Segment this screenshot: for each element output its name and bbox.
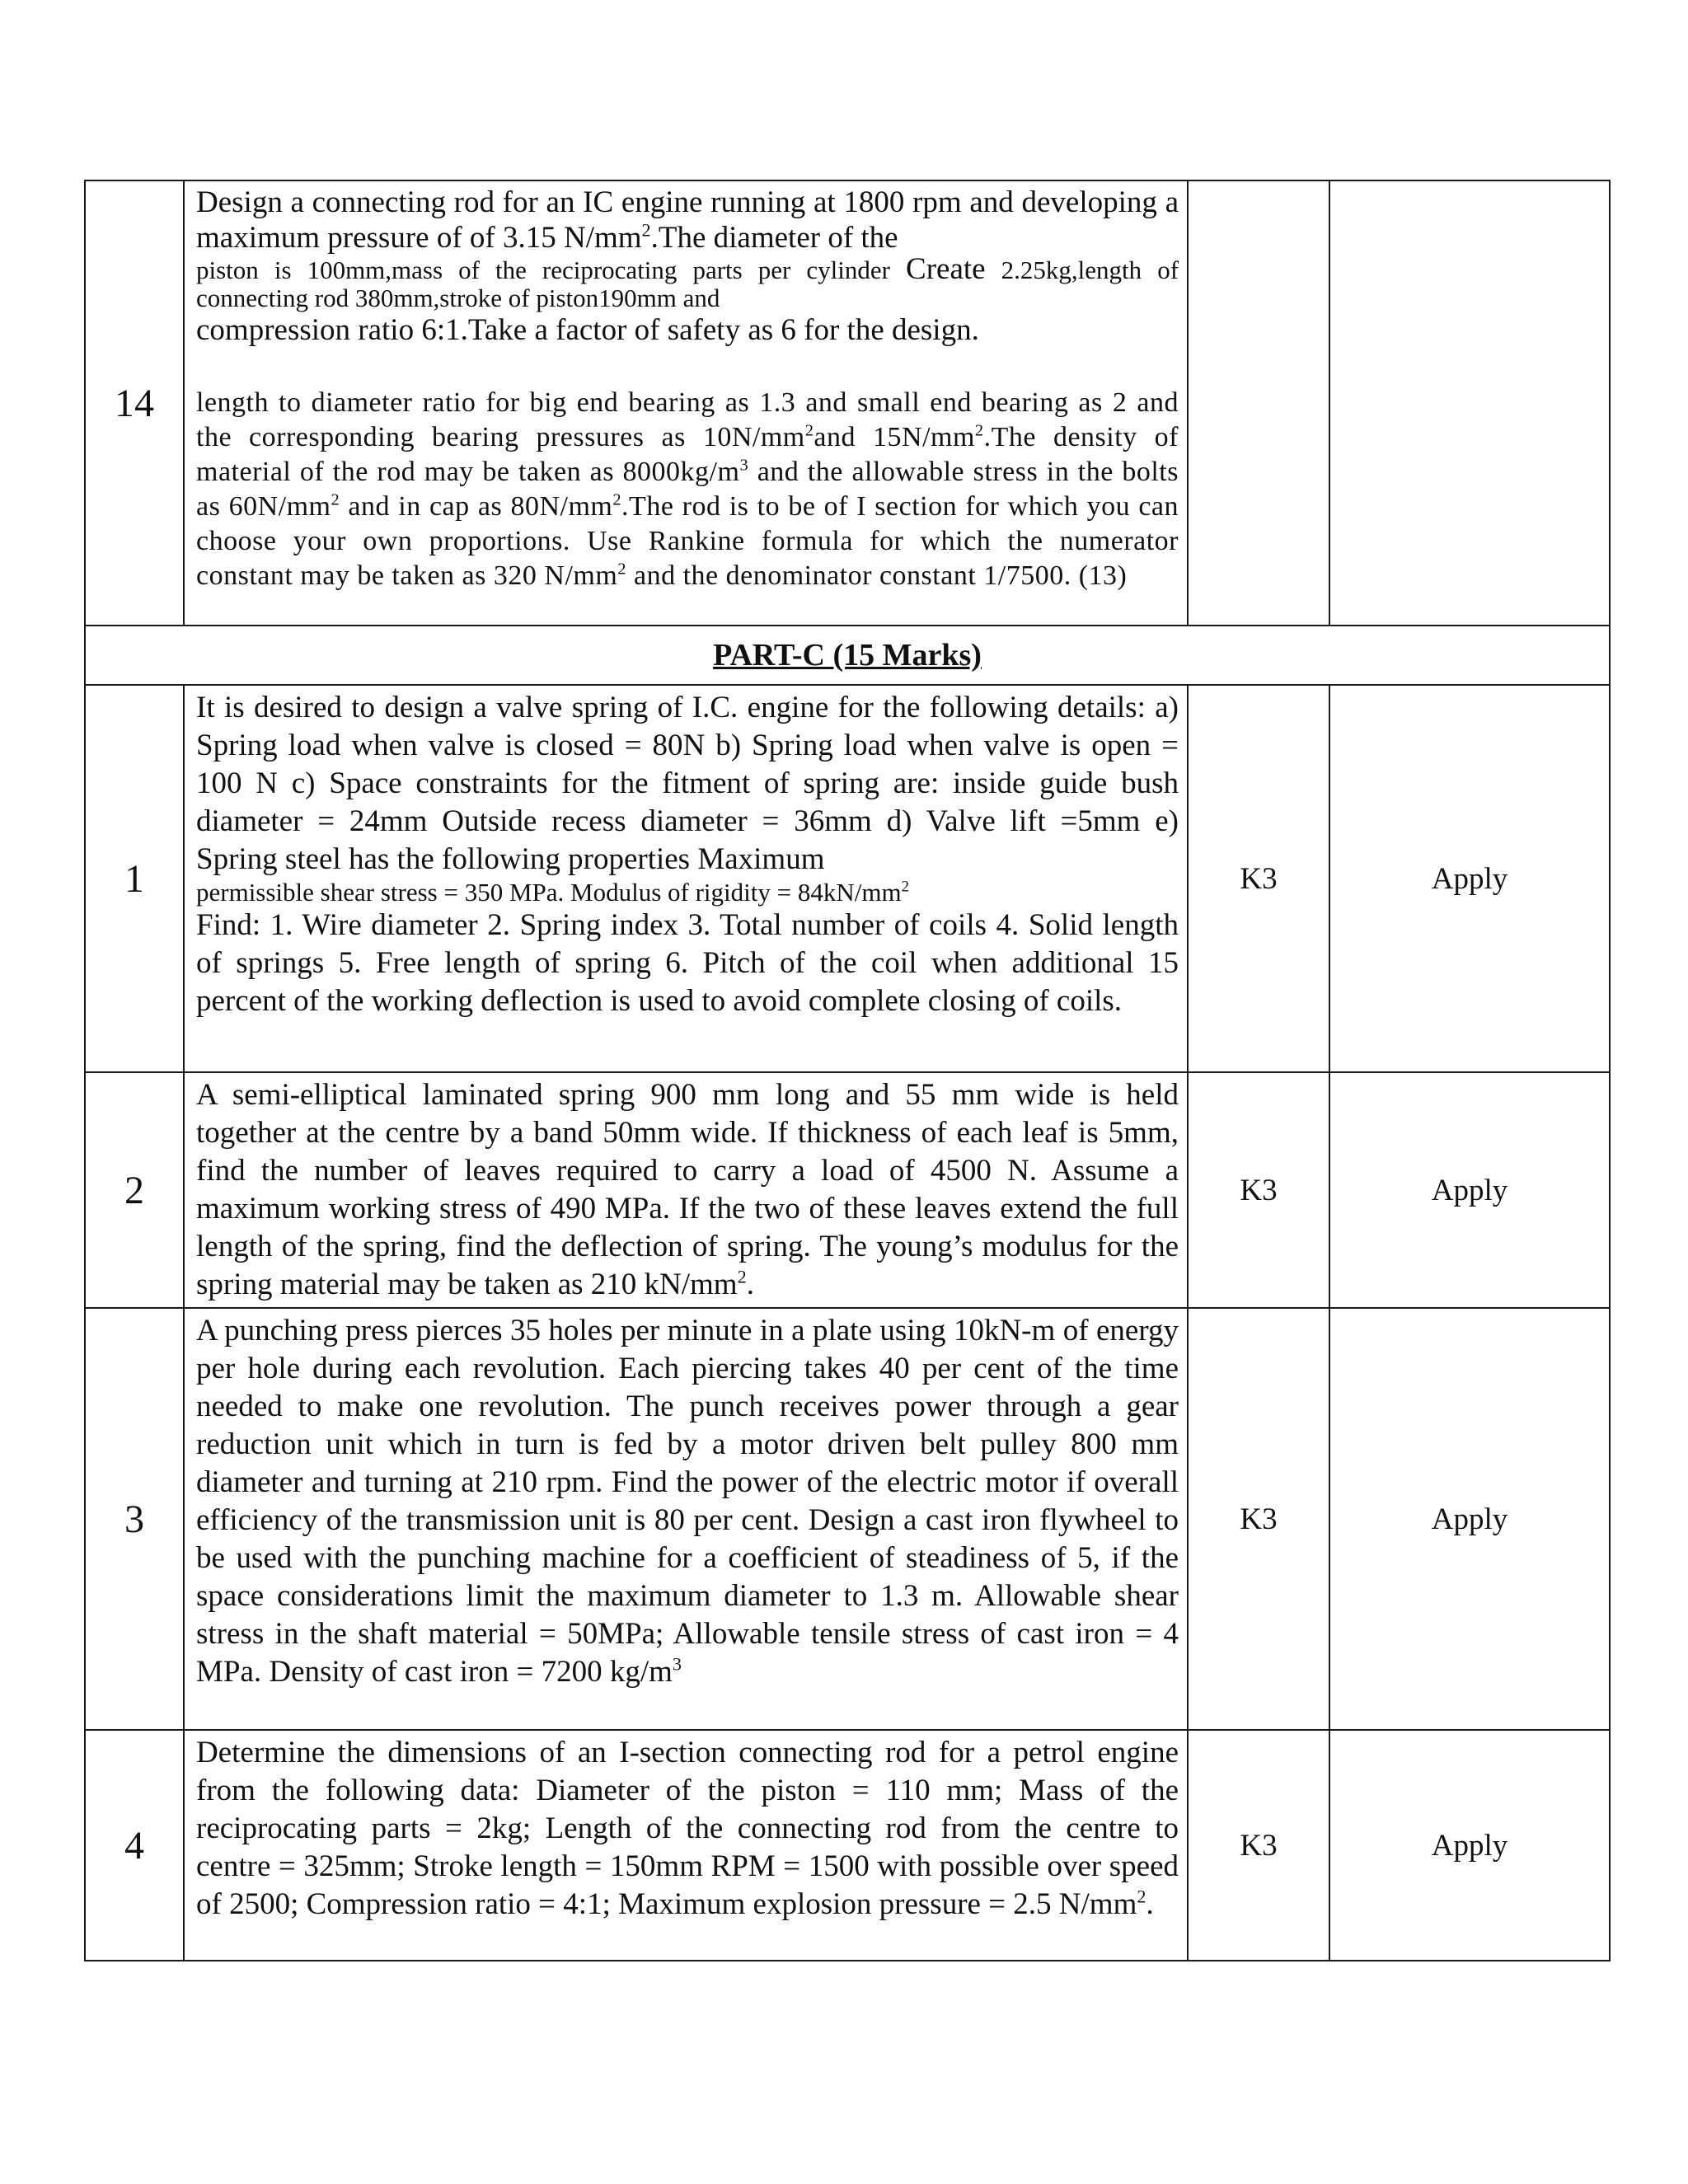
bloom-level: Apply: [1329, 1308, 1610, 1730]
text-span: 2.25kg,length of connecting rod 380mm,stroke of piston190mm and: [196, 255, 1179, 312]
bloom-level: Apply: [1329, 1072, 1610, 1308]
text-span: .The density of material of the rod may be taken as 8000kg/m: [196, 422, 1179, 487]
k-level: K3: [1188, 1308, 1329, 1730]
question-text: [184, 685, 1188, 1072]
question-number: 14: [85, 180, 184, 626]
question-number: 2: [85, 1072, 184, 1308]
text-span: length to diameter ratio for big end bearing as 1.3 and small end bearing as 2 and the corresponding bearing pressures as 10N/mm: [196, 387, 1179, 452]
superscript: 2: [974, 421, 984, 440]
question-14-para-1: [196, 185, 1179, 255]
part-c-row: [85, 626, 1610, 685]
text-span: It is desired to design a valve spring of I.C. engine for the following details: a) Spring load when valve is closed = 80N b) Spring load when valve is open = 100 N c) Space constraints for the fitment of spring are: inside guide bush diameter = 24mm Outside recess diameter = 36mm d) Valve lift =5mm e) Spring steel has the following properties Maximum: [196, 691, 1179, 876]
text-span: A semi-elliptical laminated spring 900 mm long and 55 mm wide is held together at the centre by a band 50mm wide. If thickness of each leaf is 5mm, find the number of leaves required to carry a load of 4500 N. Assume a maximum working stress of 490 MPa. If the two of these leaves extend the full length of the spring, find the deflection of spring. The young’s modulus for the spring material may be taken as 210 kN/mm: [196, 1078, 1179, 1301]
k-level-cell: [1188, 180, 1329, 626]
superscript: 3: [739, 456, 749, 475]
text-span: and the allowable stress in the bolts as 60N/mm: [196, 457, 1179, 522]
text-span: compression ratio 6:1.Take a factor of safety as 6 for the design.: [196, 313, 979, 347]
superscript: 2: [1137, 1886, 1146, 1907]
text-span: .The diameter of the: [650, 221, 898, 255]
superscript: 2: [737, 1266, 747, 1287]
spacer: [196, 348, 1179, 386]
superscript: 2: [901, 878, 909, 896]
text-span: Find: 1. Wire diameter 2. Spring index 3. Total number of coils 4. Solid length of springs 5. Free length of spring 6. Pitch of the coil when additional 15 percent of the working deflection is used to avoid complete closing of coils.: [196, 908, 1179, 1018]
text-span: Design a connecting rod for an IC engine running at 1800 rpm and developing a maximum pressure of of 3.15 N/mm: [196, 185, 1179, 255]
bloom-level: Apply: [1329, 685, 1610, 1072]
superscript: 2: [617, 560, 626, 579]
superscript: 3: [672, 1653, 682, 1675]
k-level: K3: [1188, 1072, 1329, 1308]
question-14-para-1-end: [196, 312, 1179, 348]
text-span: and 15N/mm: [814, 422, 975, 452]
question-table: [84, 180, 1611, 1961]
text-span: and the denominator constant 1/7500. (13): [626, 560, 1128, 591]
superscript: 2: [612, 490, 622, 509]
question-text: [184, 1730, 1188, 1961]
table-row: [85, 685, 1610, 1072]
question-number: 1: [85, 685, 184, 1072]
table-row: [85, 1730, 1610, 1961]
part-c-title: PART-C (15 Marks): [713, 638, 982, 673]
text-span: .The rod is to be of I section for which you can choose your own proportions. Use Rankine formula for which the numerator constant may be taken as 320 N/mm: [196, 491, 1179, 591]
create-text: Create: [906, 252, 986, 286]
text-span: permissible shear stress = 350 MPa. Modulus of rigidity = 84kN/mm: [196, 878, 902, 907]
question-14-para-1-small: [196, 252, 1179, 312]
part-c-heading: [85, 626, 1610, 685]
question-14-para-2: [196, 386, 1179, 593]
table-row: [85, 1072, 1610, 1308]
table-row: [85, 1308, 1610, 1730]
superscript: 2: [641, 219, 651, 241]
text-span: piston is 100mm,mass of the reciprocating parts per cylinder: [196, 255, 890, 284]
k-level: K3: [1188, 685, 1329, 1072]
text-span: and in cap as 80N/mm: [340, 491, 613, 522]
text-span: A punching press pierces 35 holes per minute in a plate using 10kN-m of energy per hole during each revolution. Each piercing takes 40 per cent of the time needed to make one revolution. The punch receives power through a gear reduction unit which in turn is fed by a motor driven belt pulley 800 mm diameter and turning at 210 rpm. Find the power of the electric motor if overall efficiency of the transmission unit is 80 per cent. Design a cast iron flywheel to be used with the punching machine for a coefficient of steadiness of 5, if the space considerations limit the maximum diameter to 1.3 m. Allowable shear stress in the shaft material = 50MPa; Allowable tensile stress of cast iron = 4 MPa. Density of cast iron = 7200 kg/m: [196, 1314, 1179, 1689]
superscript: 2: [331, 490, 340, 509]
text-span: .: [1146, 1887, 1154, 1921]
question-text: [184, 180, 1188, 626]
question-14-body: [196, 185, 1179, 621]
question-number: 3: [85, 1308, 184, 1730]
text-span: .: [746, 1268, 754, 1301]
text-span: Determine the dimensions of an I-section connecting rod for a petrol engine from the following data: Diameter of the piston = 110 mm; Mass of the reciprocating parts = 2kg; Length of the connecting rod from the centre to centre = 325mm; Stroke length = 150mm RPM = 1500 with possible over speed of 2500; Compression ratio = 4:1; Maximum explosion pressure = 2.5 N/mm: [196, 1736, 1179, 1921]
question-text: [184, 1072, 1188, 1308]
question-text: [184, 1308, 1188, 1730]
question-number: 4: [85, 1730, 184, 1961]
superscript: 2: [804, 421, 814, 440]
bloom-level-cell: [1329, 180, 1610, 626]
table-row-q14: [85, 180, 1610, 626]
k-level: K3: [1188, 1730, 1329, 1961]
bloom-level: Apply: [1329, 1730, 1610, 1961]
